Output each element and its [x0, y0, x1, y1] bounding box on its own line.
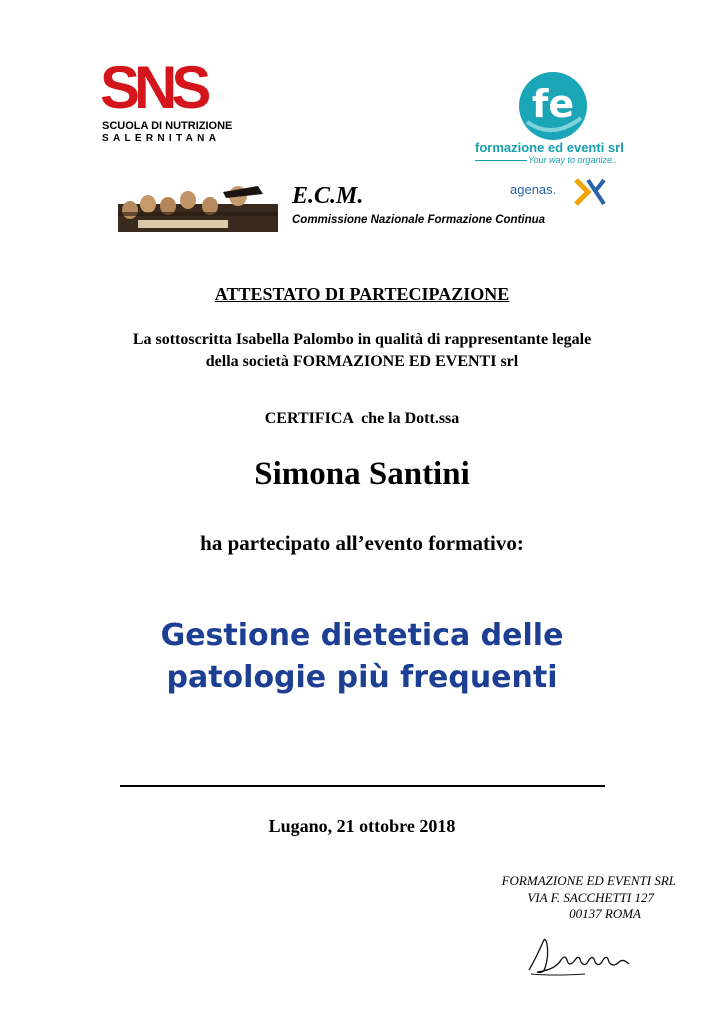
fe-logo	[470, 70, 645, 170]
sns-logo	[100, 54, 240, 148]
sns-logo-line1: SCUOLA DI NUTRIZIONE	[102, 120, 233, 132]
place-date: Lugano, 21 ottobre 2018	[268, 816, 456, 836]
intro-line-1: La sottoscritta Isabella Palombo in qualità di rappresentante legale	[132, 331, 592, 348]
sns-logo-letters: SNS	[100, 54, 206, 121]
intro-line-2: della società FORMAZIONE ED EVENTI srl	[205, 353, 519, 370]
address-line-2: VIA F. SACCHETTI 127	[527, 890, 654, 905]
fe-logo-letters: fe	[531, 82, 575, 126]
agenas-logo	[510, 178, 610, 208]
ecm-subtitle: Commissione Nazionale Formazione Continua	[292, 214, 546, 226]
course-title-line-1: Gestione dietetica delle	[160, 618, 564, 653]
course-title-line-2: patologie più frequenti	[166, 660, 558, 695]
address-line-3: 00137 ROMA	[569, 906, 641, 921]
fe-logo-name: formazione ed eventi srl	[475, 140, 624, 155]
participation-statement: ha partecipato all’evento formativo:	[200, 531, 524, 555]
handwritten-signature	[525, 930, 635, 980]
ecm-title: E.C.M.	[292, 183, 364, 209]
fe-logo-mark	[517, 70, 589, 142]
agenas-logo-text: agenas.	[510, 182, 557, 197]
fe-tagline-rule	[475, 160, 527, 161]
recipient-name: Simona Santini	[254, 456, 470, 492]
certificate-title: ATTESTATO DI PARTECIPAZIONE	[214, 284, 510, 304]
ecm-painting-image	[118, 182, 278, 232]
signature-rule	[120, 785, 605, 787]
address-line-1: FORMAZIONE ED EVENTI SRL	[501, 873, 676, 888]
agenas-mark-icon	[574, 178, 606, 206]
fe-logo-tagline: Your way to organize..	[528, 155, 618, 165]
sns-logo-line2: SALERNITANA	[102, 133, 221, 144]
certifica-line: CERTIFICA che la Dott.ssa	[264, 410, 460, 427]
